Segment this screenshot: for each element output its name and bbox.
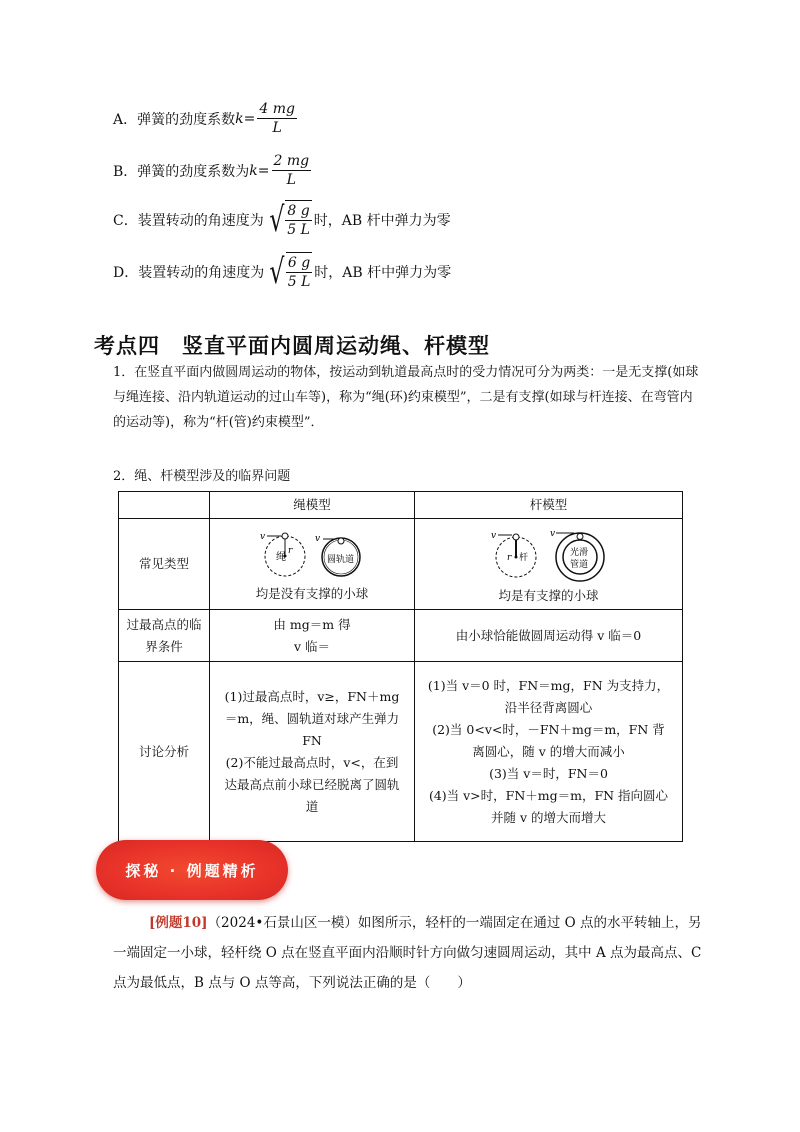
example-question	[113, 908, 713, 998]
table-header-row	[119, 492, 683, 519]
model-comparison-table	[118, 491, 683, 842]
option-d-numerator: 6 g	[287, 255, 311, 271]
rod-discussion-2: (2)当 0<v<时，－FN＋mg＝m，FN 背离圆心，随 v 的增大而减小	[432, 721, 665, 759]
row-label-critical: 过最高点的临界条件	[119, 610, 210, 662]
table-row	[119, 519, 683, 610]
row-label-discussion: 讨论分析	[119, 662, 210, 842]
rope-types-cell	[210, 519, 415, 610]
smooth-label: 光滑	[569, 548, 588, 558]
option-c-label: C．装置转动的角速度为	[113, 212, 264, 229]
example-banner	[96, 840, 288, 900]
option-b-fraction	[272, 152, 312, 189]
row-label-types: 常见类型	[119, 519, 210, 610]
rope-critical-line1: 由 mg＝m 得	[273, 616, 351, 632]
rod-discussion-3: (3)当 v＝时，FN＝0	[489, 765, 608, 781]
option-a-eq: =	[243, 110, 256, 127]
rod-caption: 均是有支撑的小球	[498, 588, 599, 603]
rod-critical-cell: 由小球恰能做圆周运动得 v 临＝0	[415, 610, 683, 662]
pipe-label: 管道	[569, 560, 588, 570]
sqrt-sign-icon: √	[269, 251, 285, 292]
table-row	[119, 610, 683, 662]
option-b-var: k	[249, 162, 258, 179]
option-c	[113, 200, 451, 239]
rod-model-diagram	[484, 527, 614, 583]
rod-discussion-4: (4)当 v>时，FN＋mg＝m，FN 指向圆心并随 v 的增大而增大	[428, 787, 669, 825]
track-v-label: v	[315, 534, 321, 544]
option-c-numerator: 8 g	[287, 203, 310, 219]
rod-r-label: r	[506, 553, 511, 563]
option-d-fraction	[286, 252, 312, 291]
option-c-sqrt	[266, 200, 312, 239]
example-tag: [例题10]	[149, 915, 208, 931]
rod-v-label: v	[490, 531, 496, 541]
option-d-label: D．装置转动的角速度为	[113, 264, 265, 281]
rope-model-diagram	[257, 529, 367, 581]
option-a-numerator: 4 mg	[259, 101, 295, 117]
option-b-label: B．弹簧的劲度系数为	[113, 163, 250, 180]
option-a-denominator: L	[272, 120, 282, 136]
rope-critical-cell	[210, 610, 415, 662]
rod-label: 杆	[518, 553, 528, 563]
option-d-sqrt	[266, 252, 312, 291]
rope-label: 绳	[276, 552, 286, 563]
option-a	[113, 100, 297, 137]
option-b-eq: =	[257, 162, 270, 179]
paragraph-1: 1．在竖直平面内做圆周运动的物体，按运动到轨道最高点时的受力情况可分为两类：一是无支撑(如球与绳连接、沿内轨道运动的过山车等)，称为“绳(环)约束模型”，二是有支撑(如球与杆连接、在弯管内的运动等)，称为“杆(管)约束模型”．	[113, 365, 699, 430]
option-d-suffix: 时，AB 杆中弹力为零	[314, 264, 452, 281]
rod-discussion-1: (1)当 v＝0 时，FN＝mg，FN 为支持力，沿半径背离圆心	[427, 677, 670, 715]
option-c-denominator: 5 L	[287, 222, 310, 238]
rod-discussion-cell	[415, 662, 683, 842]
option-b	[113, 152, 311, 189]
rope-discussion-cell	[210, 662, 415, 842]
rope-discussion-1: (1)过最高点时，v≥，FN＋mg＝m，绳、圆轨道对球产生弹力 FN	[224, 688, 400, 748]
option-d-denominator: 5 L	[287, 274, 311, 290]
table-header-rope: 绳模型	[210, 492, 415, 519]
rod-types-cell	[415, 519, 683, 610]
option-a-label: A．弹簧的劲度系数	[113, 111, 236, 128]
paragraph-2: 2．绳、杆模型涉及的临界问题	[113, 469, 291, 484]
option-d	[113, 252, 451, 291]
track-label: 圆轨道	[327, 555, 355, 565]
option-b-denominator: L	[286, 172, 296, 188]
rope-caption: 均是没有支撑的小球	[255, 586, 369, 601]
option-a-fraction	[257, 100, 297, 137]
banner-text: 探秘 · 例题精析	[125, 861, 259, 880]
option-c-fraction	[285, 200, 311, 239]
option-b-numerator: 2 mg	[273, 153, 310, 169]
example-text: （2024•石景山区一模）如图所示，轻杆的一端固定在通过 O 点的水平转轴上，另一端固定一小球，轻杆绕 O 点在竖直平面内沿顺时针方向做匀速圆周运动，其中 A 点为最高点、C 点为最低点，B 点与 O 点等高，下列说法正确的是（ ）	[113, 915, 702, 991]
table-header-empty	[119, 492, 210, 519]
option-a-var: k	[235, 110, 244, 127]
table-row	[119, 662, 683, 842]
rope-discussion-2: (2)不能过最高点时，v<，在到达最高点前小球已经脱离了圆轨道	[224, 754, 400, 814]
rope-critical-line2: v 临＝	[293, 638, 331, 654]
section-title: 考点四 竖直平面内圆周运动绳、杆模型	[94, 334, 490, 358]
rope-r-label: r	[288, 546, 293, 556]
pipe-v-label: v	[549, 529, 555, 539]
rope-v-label: v	[260, 532, 266, 542]
table-header-rod: 杆模型	[415, 492, 683, 519]
option-c-suffix: 时，AB 杆中弹力为零	[313, 212, 451, 229]
sqrt-sign-icon: √	[268, 199, 285, 240]
